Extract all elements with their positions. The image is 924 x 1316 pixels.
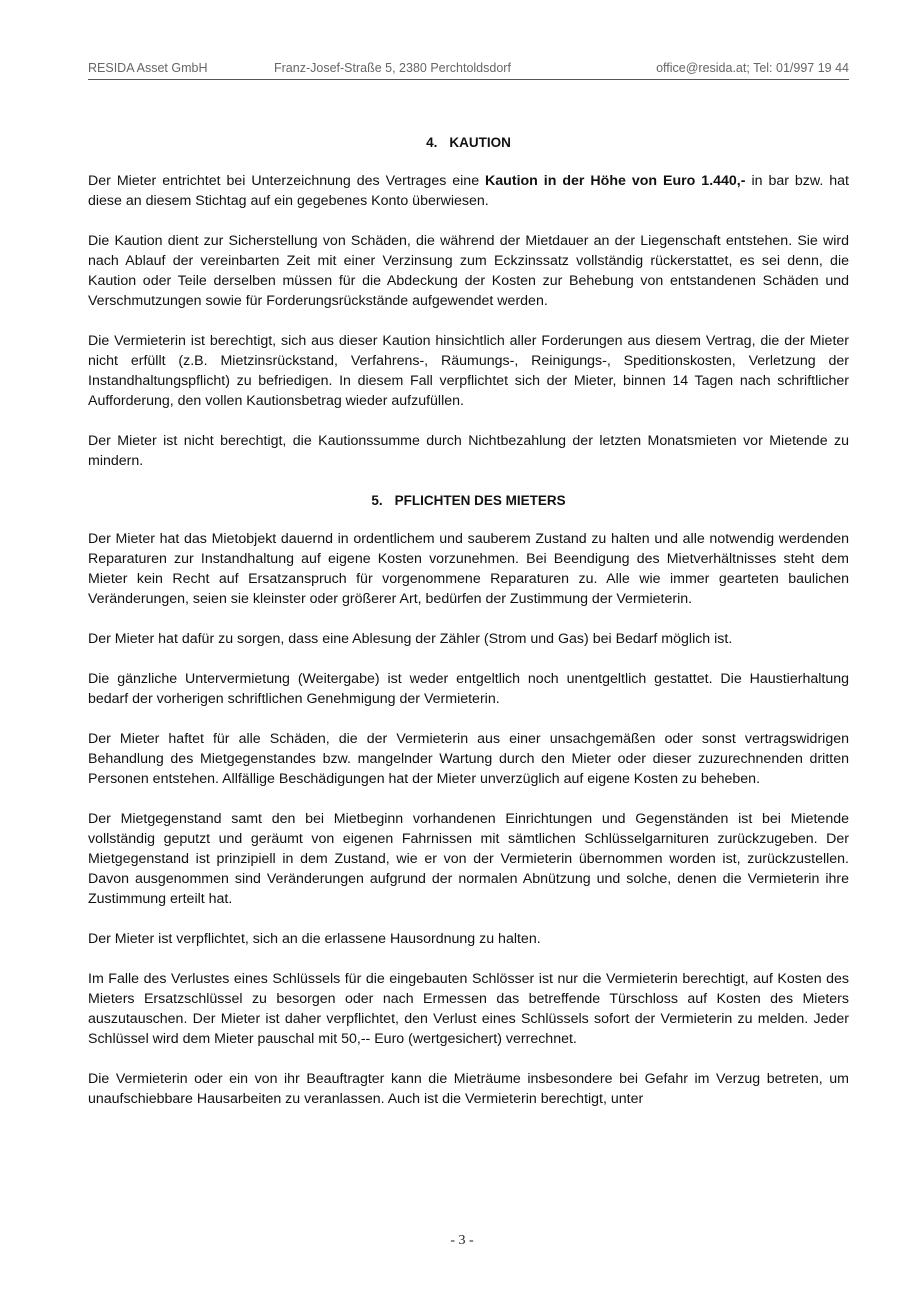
- text-run: in bar bzw. hat diese an diesem Stichtag auf ein gegebenes Konto überwiesen.: [88, 173, 849, 209]
- section-5-paragraph-4: Der Mieter haftet für alle Schäden, die der Vermieterin aus einer unsachgemäßen oder sonst vertragswidrigen Behandlung des Mietgegenstandes bzw. mangelnder Wartung durch den Mieter oder dieser zuzurechnenden dritten Personen entstehen. Allfällige Beschädigungen hat der Mieter unverzüglich auf eigene Kosten zu beheben.: [88, 731, 849, 787]
- section-4-paragraph-2: Die Kaution dient zur Sicherstellung von Schäden, die während der Mietdauer an der Liegenschaft entstehen. Sie wird nach Ablauf der vereinbarten Zeit mit einer Verzinsung zum Eckzinssatz vollständig rückerstattet, es sei denn, die Kaution oder Teile derselben müssen für die Abdeckung der Kosten zur Behebung von entstandenen Schäden und Verschmutzungen sowie für Forderungsrückstände aufgewendet werden.: [88, 233, 849, 309]
- section-4-paragraph-4: Der Mieter ist nicht berechtigt, die Kautionssumme durch Nichtbezahlung der letzten Monatsmieten vor Mietende zu mindern.: [88, 433, 849, 469]
- section-5-paragraph-6: Der Mieter ist verpflichtet, sich an die erlassene Hausordnung zu halten.: [88, 931, 541, 947]
- section-4-paragraph-1: [88, 171, 849, 211]
- page-header: [88, 59, 849, 80]
- section-5-paragraph-3: Die gänzliche Untervermietung (Weitergabe) ist weder entgeltlich noch unentgeltlich gestattet. Die Haustierhaltung bedarf der vorherigen schriftlichen Genehmigung der Vermieterin.: [88, 671, 849, 707]
- section-4-title: KAUTION: [449, 135, 511, 150]
- section-5-paragraph-8: Die Vermieterin oder ein von ihr Beauftragter kann die Mieträume insbesondere bei Gefahr im Verzug betreten, um unaufschiebbare Hausarbeiten zu veranlassen. Auch ist die Vermieterin berechtigt, unter: [88, 1071, 849, 1107]
- header-company: RESIDA Asset GmbH: [88, 61, 208, 75]
- section-5-number: 5.: [371, 493, 383, 508]
- header-contact: office@resida.at; Tel: 01/997 19 44: [656, 61, 849, 75]
- section-4-number: 4.: [426, 135, 438, 150]
- text-run: Der Mieter entrichtet bei Unterzeichnung des Vertrages eine: [88, 173, 486, 189]
- document-body: [88, 133, 849, 1129]
- section-4-paragraph-3: Die Vermieterin ist berechtigt, sich aus dieser Kaution hinsichtlich aller Forderungen aus diesem Vertrag, die der Mieter nicht erfüllt (z.B. Mietzinsrückstand, Verfahrens-, Räumungs-, Reinigungs-, Speditionskosten, Verletzung der Instandhaltungspflicht) zu befriedigen. In diesem Fall verpflichtet sich der Mieter, binnen 14 Tagen nach schriftlicher Aufforderung, den vollen Kautionsbetrag wieder aufzufüllen.: [88, 333, 849, 409]
- section-5-heading: [88, 491, 849, 511]
- section-5-title: PFLICHTEN DES MIETERS: [394, 493, 566, 508]
- header-address: Franz-Josef-Straße 5, 2380 Perchtoldsdorf: [274, 61, 511, 75]
- deposit-amount: Kaution in der Höhe von Euro 1.440,-: [485, 173, 746, 189]
- page-number: - 3 -: [450, 1233, 474, 1248]
- section-5-paragraph-1: Der Mieter hat das Mietobjekt dauernd in ordentlichem und sauberem Zustand zu halten und alle notwendig werdenden Reparaturen zur Instandhaltung auf eigene Kosten vorzunehmen. Bei Beendigung des Mietverhältnisses steht dem Mieter kein Recht auf Ersatzanspruch für vorgenommene Reparaturen zu. Alle wie immer gearteten baulichen Veränderungen, seien sie kleinster oder größerer Art, bedürfen der Zustimmung der Vermieterin.: [88, 531, 849, 607]
- section-4-heading: [88, 133, 849, 153]
- section-5-paragraph-7: Im Falle des Verlustes eines Schlüssels für die eingebauten Schlösser ist nur die Vermieterin berechtigt, auf Kosten des Mieters Ersatzschlüssel zu besorgen oder nach Ermessen das betreffende Türschloss auf Kosten des Mieters auszutauschen. Der Mieter ist daher verpflichtet, den Verlust eines Schlüssels sofort der Vermieterin zu melden. Jeder Schlüssel wird dem Mieter pauschal mit 50,-- Euro (wertgesichert) verrechnet.: [88, 971, 849, 1047]
- section-5-paragraph-2: Der Mieter hat dafür zu sorgen, dass eine Ablesung der Zähler (Strom und Gas) bei Bedarf möglich ist.: [88, 631, 733, 647]
- section-5-paragraph-5: Der Mietgegenstand samt den bei Mietbeginn vorhandenen Einrichtungen und Gegenständen ist bei Mietende vollständig geputzt und geräumt von eigenen Fahrnissen mit sämtlichen Schlüsselgarnituren zurückzugeben. Der Mietgegenstand ist prinzipiell in dem Zustand, wie er von der Vermieterin übernommen worden ist, zurückzustellen. Davon ausgenommen sind Veränderungen aufgrund der normalen Abnützung und solche, denen die Vermieterin ihre Zustimmung erteilt hat.: [88, 811, 849, 907]
